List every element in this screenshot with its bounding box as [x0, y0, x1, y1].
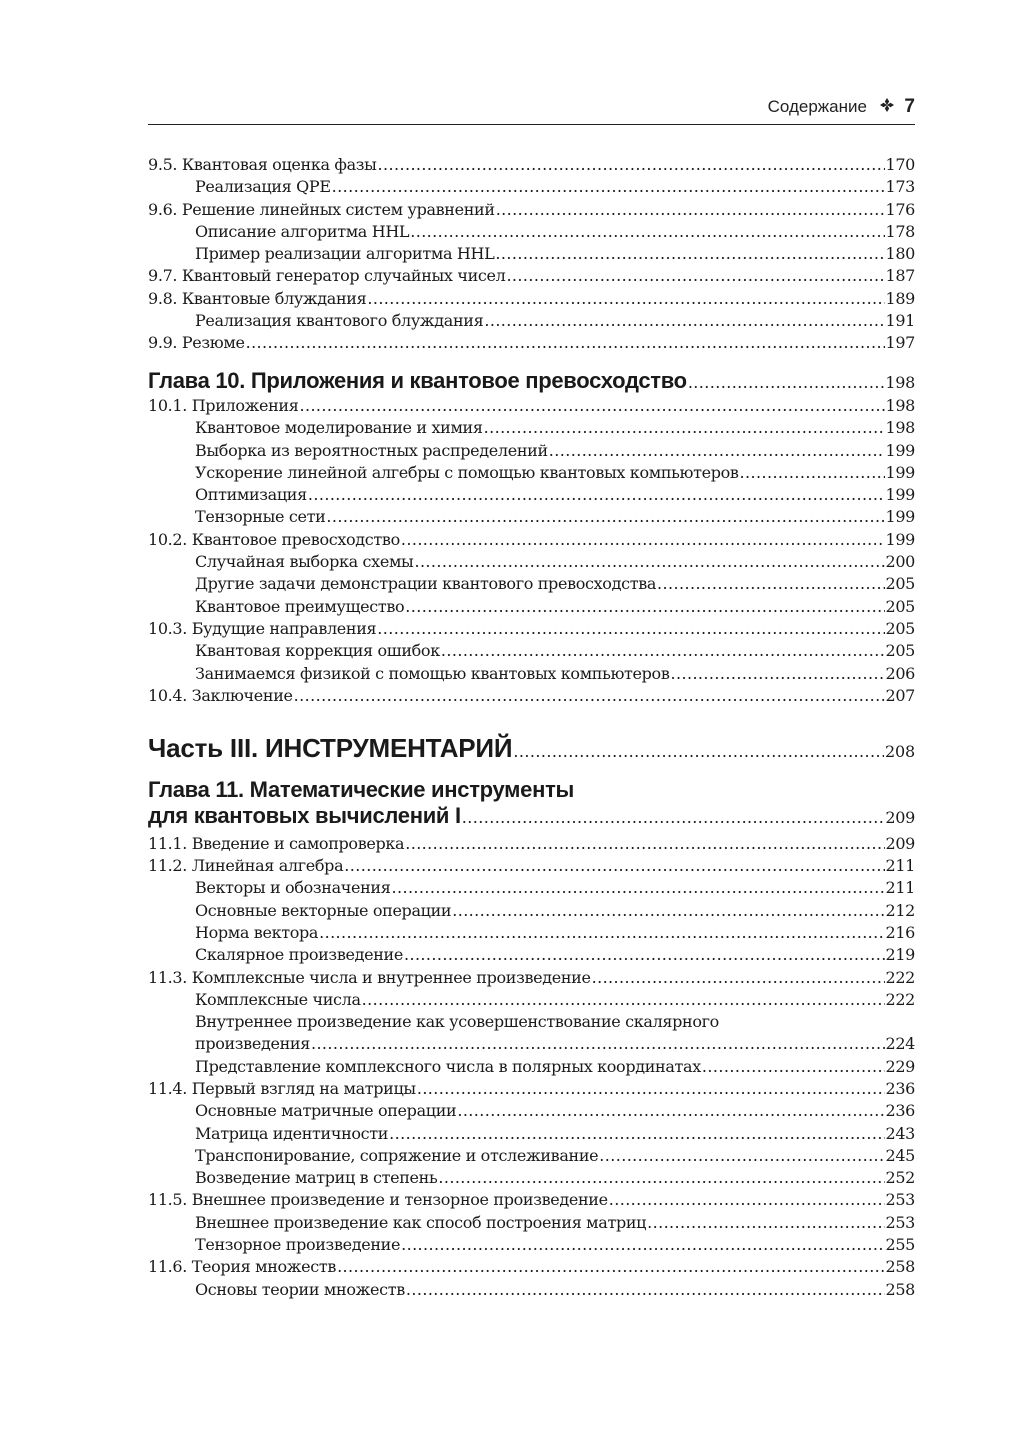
toc-entry-line1[interactable]: Внутреннее произведение как усовершенствование скалярного — [195, 1012, 719, 1032]
toc-page-number: 199 — [885, 462, 915, 482]
leader-dots — [344, 855, 884, 877]
toc-page-number: 178 — [885, 221, 915, 241]
toc-section-entry[interactable] — [148, 332, 915, 354]
toc-subsection-entry[interactable] — [148, 663, 915, 685]
toc-page-number: 173 — [885, 177, 915, 197]
toc-section-entry[interactable] — [148, 1256, 915, 1278]
running-header — [148, 96, 915, 125]
leader-dots — [671, 663, 885, 685]
toc-entry-title: Описание алгоритма HHL — [195, 221, 410, 241]
toc-entry-title: 11.6. Теория множеств — [148, 1257, 337, 1277]
toc-subsection-entry[interactable] — [148, 1123, 915, 1145]
toc-entry-title: Внешнее произведение как способ построения матриц — [195, 1212, 647, 1232]
toc-entry-title: Квантовое преимущество — [195, 596, 405, 616]
toc-entry-title: Представление комплексного числа в полярных координатах — [195, 1056, 701, 1076]
toc-section-entry[interactable] — [148, 529, 915, 551]
toc-page-number: 209 — [885, 833, 915, 853]
leader-dots — [391, 877, 884, 899]
toc-entry-title: Квантовая коррекция ошибок — [195, 641, 440, 661]
toc-entry-title: Матрица идентичности — [195, 1123, 389, 1143]
toc-page-number: 191 — [885, 311, 915, 331]
leader-dots — [647, 1212, 884, 1234]
leader-dots — [404, 944, 885, 966]
toc-page-number: 170 — [885, 155, 915, 174]
toc-page-number: 205 — [885, 596, 915, 616]
toc-page-number: 224 — [885, 1034, 915, 1054]
leader-dots — [599, 1145, 884, 1167]
toc-entry-title: 10.2. Квантовое превосходство — [148, 529, 400, 549]
toc-entry-title: 9.9. Резюме — [148, 333, 245, 353]
toc-page-number: 205 — [885, 618, 915, 638]
toc-subsection-entry[interactable] — [148, 922, 915, 944]
toc-chapter-11[interactable] — [148, 805, 915, 829]
toc-page-number: 229 — [885, 1056, 915, 1076]
toc-subsection-entry[interactable] — [148, 484, 915, 506]
toc-entry-title: Оптимизация — [195, 485, 307, 505]
leader-dots — [414, 551, 884, 573]
toc-entry-title: 10.4. Заключение — [148, 685, 293, 705]
toc-entry-title: Занимаемся физикой с помощью квантовых компьютеров — [195, 663, 670, 683]
toc-chapter-10[interactable] — [148, 367, 915, 394]
toc-page-number: 199 — [885, 529, 915, 549]
leader-dots — [362, 989, 885, 1011]
page-number: 7 — [904, 96, 915, 117]
toc-subsection-entry[interactable] — [148, 176, 915, 198]
toc-page-number: 219 — [885, 945, 915, 965]
toc-page-number: 198 — [885, 418, 915, 438]
toc-chapter-title: для квантовых вычислений I — [148, 803, 461, 829]
toc-section-entry[interactable] — [148, 1078, 915, 1100]
leader-dots — [401, 1234, 884, 1256]
toc-entry-title: Норма вектора — [195, 922, 319, 942]
toc-entry-title: Тензорные сети — [195, 507, 326, 527]
toc-page-number: 245 — [885, 1145, 915, 1165]
toc-subsection-entry[interactable] — [148, 573, 915, 595]
leader-dots — [495, 243, 884, 265]
toc-page-number: 198 — [885, 372, 915, 392]
toc-section-entry[interactable] — [148, 967, 915, 989]
leader-dots — [401, 529, 885, 551]
toc-entry-title: 11.5. Внешнее произведение и тензорное произведение — [148, 1190, 608, 1210]
toc-entry-title: Реализация QPE — [195, 177, 331, 197]
toc-entry-title: 10.1. Приложения — [148, 395, 299, 415]
toc-subsection-entry[interactable] — [148, 440, 915, 462]
toc-subsection-entry[interactable] — [148, 596, 915, 618]
toc-group-chapter10 — [148, 395, 915, 707]
toc-entry-title: Скалярное произведение — [195, 945, 403, 965]
toc-section-entry[interactable] — [148, 855, 915, 877]
toc-subsection-entry[interactable] — [148, 1145, 915, 1167]
toc-page-number: 222 — [885, 989, 915, 1009]
toc-section-entry[interactable] — [148, 288, 915, 310]
leader-dots — [377, 618, 884, 640]
toc-part-3[interactable] — [148, 733, 915, 764]
toc-page-number: 189 — [885, 288, 915, 308]
toc-page-number: 207 — [885, 685, 915, 705]
leader-dots — [417, 1078, 885, 1100]
toc-subsection-entry[interactable] — [148, 900, 915, 922]
toc-chapter-11-title-line1[interactable]: Глава 11. Математические инструменты — [148, 777, 575, 803]
toc-page-number: 200 — [885, 552, 915, 572]
leader-dots — [549, 440, 885, 462]
leader-dots — [688, 372, 885, 394]
leader-dots — [592, 967, 885, 989]
toc-section-entry[interactable] — [148, 833, 915, 855]
toc-page-number: 176 — [885, 199, 915, 219]
toc-page-number: 236 — [885, 1078, 915, 1098]
toc-entry-title: Транспонирование, сопряжение и отслеживание — [195, 1145, 599, 1165]
toc-page-number: 198 — [885, 395, 915, 415]
toc-entry-title: Квантовое моделирование и химия — [195, 418, 483, 438]
leader-dots — [308, 484, 885, 506]
toc-entry-title: Пример реализации алгоритма HHL — [195, 244, 495, 264]
toc-entry-title: Случайная выборка схемы — [195, 552, 414, 572]
toc-page-number: 212 — [885, 900, 915, 920]
leader-dots — [702, 1056, 885, 1078]
toc-entry-title: произведения — [195, 1034, 310, 1054]
leader-dots — [406, 1279, 885, 1301]
toc-entry-title: 9.6. Решение линейных систем уравнений — [148, 199, 495, 219]
toc-entry-title: 11.2. Линейная алгебра — [148, 856, 344, 876]
toc-entry-title: Основные матричные операции — [195, 1101, 457, 1121]
toc-subsection-entry[interactable] — [148, 1100, 915, 1122]
toc-subsection-entry[interactable] — [148, 877, 915, 899]
toc-page-number: 258 — [885, 1279, 915, 1299]
leader-dots — [657, 573, 884, 595]
toc-page-number: 197 — [885, 333, 915, 353]
toc-page-number: 222 — [885, 967, 915, 987]
leader-dots — [740, 462, 885, 484]
leader-dots — [294, 685, 885, 707]
running-header-title: Содержание — [767, 97, 867, 116]
toc-entry-title: Выборка из вероятностных распределений — [195, 440, 548, 460]
toc-page-number: 252 — [885, 1168, 915, 1188]
leader-dots — [462, 807, 885, 829]
toc-group-chapter11-part2 — [148, 1056, 915, 1301]
toc-entry-title: Тензорное произведение — [195, 1235, 401, 1255]
toc-entry-title: 11.3. Комплексные числа и внутреннее произведение — [148, 967, 591, 987]
toc-section-entry[interactable] — [148, 154, 915, 176]
toc-page-number: 208 — [885, 742, 915, 762]
leader-dots — [332, 176, 885, 198]
toc-section-entry[interactable] — [148, 685, 915, 707]
toc-subsection-entry[interactable] — [148, 462, 915, 484]
leader-dots — [405, 833, 884, 855]
toc-entry-title: Другие задачи демонстрации квантового превосходства — [195, 574, 657, 594]
toc-page-number: 199 — [885, 507, 915, 527]
toc-subsection-entry[interactable] — [148, 944, 915, 966]
leader-dots — [337, 1256, 884, 1278]
toc-subsection-entry[interactable] — [148, 1234, 915, 1256]
toc-page-number: 205 — [885, 641, 915, 661]
toc-entry-title: Основные векторные операции — [195, 900, 452, 920]
toc-subsection-entry[interactable] — [148, 1279, 915, 1301]
leader-dots — [457, 1100, 884, 1122]
toc-section-entry[interactable] — [148, 1189, 915, 1211]
toc-entry-title: 9.5. Квантовая оценка фазы — [148, 155, 377, 174]
toc-section-entry[interactable] — [148, 265, 915, 287]
toc-subsection-entry[interactable] — [148, 1167, 915, 1189]
leader-dots — [441, 640, 885, 662]
leader-dots — [405, 596, 884, 618]
leader-dots — [311, 1033, 885, 1055]
toc-subsection-entry[interactable] — [148, 551, 915, 573]
leader-dots — [410, 221, 884, 243]
toc-page-number: 243 — [885, 1123, 915, 1143]
leader-dots — [513, 741, 884, 763]
toc-section-entry[interactable] — [148, 618, 915, 640]
leader-dots — [246, 332, 885, 354]
leader-dots — [299, 395, 884, 417]
toc-entry-title: 11.4. Первый взгляд на матрицы — [148, 1078, 416, 1098]
toc-section-entry[interactable] — [148, 199, 915, 221]
toc-subsection-entry[interactable] — [148, 243, 915, 265]
leader-dots — [452, 900, 884, 922]
toc-entry-title: Основы теории множеств — [195, 1279, 405, 1299]
toc-chapter-title: Глава 10. Приложения и квантовое превосходство — [148, 367, 687, 393]
toc-entry-title: 11.1. Введение и самопроверка — [148, 833, 405, 853]
toc-subsection-entry[interactable] — [148, 989, 915, 1011]
toc-subsection-entry[interactable] — [148, 310, 915, 332]
toc-page-number: 255 — [885, 1235, 915, 1255]
toc-page-number: 209 — [885, 808, 915, 828]
leader-dots — [496, 199, 885, 221]
toc-subsection-entry[interactable] — [148, 221, 915, 243]
toc-page-number: 206 — [885, 663, 915, 683]
toc-entry-title: 9.8. Квантовые блуждания — [148, 288, 367, 308]
toc-page-number: 216 — [885, 922, 915, 942]
toc-entry-title: 10.3. Будущие направления — [148, 618, 377, 638]
toc-page-number: 258 — [885, 1257, 915, 1277]
leader-dots — [367, 288, 884, 310]
toc-group-chapter9 — [148, 154, 915, 355]
toc-subsection-entry[interactable] — [148, 417, 915, 439]
leader-dots — [438, 1167, 884, 1189]
table-of-contents — [148, 154, 915, 1301]
leader-dots — [506, 265, 884, 287]
leader-dots — [484, 310, 884, 332]
toc-subsection-entry[interactable] — [148, 640, 915, 662]
toc-page-number: 253 — [885, 1212, 915, 1232]
toc-entry-title: Реализация квантового блуждания — [195, 311, 484, 331]
leader-dots — [378, 154, 885, 176]
toc-entry-title: Ускорение линейной алгебры с помощью квантовых компьютеров — [195, 462, 739, 482]
toc-section-entry[interactable] — [148, 395, 915, 417]
toc-group-chapter11-part1 — [148, 833, 915, 1011]
toc-entry-title: 9.7. Квантовый генератор случайных чисел — [148, 266, 506, 286]
leader-dots — [389, 1123, 884, 1145]
toc-page-number: 253 — [885, 1190, 915, 1210]
toc-page-number: 236 — [885, 1101, 915, 1121]
leader-dots — [319, 922, 884, 944]
leader-dots — [484, 417, 885, 439]
toc-part-title: Часть III. ИНСТРУМЕНТАРИЙ — [148, 733, 513, 764]
toc-page-number: 180 — [885, 244, 915, 264]
toc-page-number: 205 — [885, 574, 915, 594]
toc-entry[interactable] — [148, 1033, 915, 1055]
leader-dots — [609, 1189, 885, 1211]
toc-entry-title: Комплексные числа — [195, 989, 361, 1009]
toc-page-number: 211 — [885, 878, 915, 898]
leader-dots — [326, 506, 884, 528]
toc-page-number: 199 — [885, 440, 915, 460]
toc-entry-title: Векторы и обозначения — [195, 878, 391, 898]
toc-page-number: 211 — [885, 856, 915, 876]
toc-page-number: 187 — [885, 266, 915, 286]
toc-entry-title: Возведение матриц в степень — [195, 1168, 438, 1188]
toc-page-number: 199 — [885, 485, 915, 505]
toc-subsection-entry[interactable] — [148, 1212, 915, 1234]
toc-subsection-entry[interactable] — [148, 506, 915, 528]
toc-subsection-entry[interactable] — [148, 1056, 915, 1078]
four-diamond-ornament-icon — [880, 97, 894, 117]
